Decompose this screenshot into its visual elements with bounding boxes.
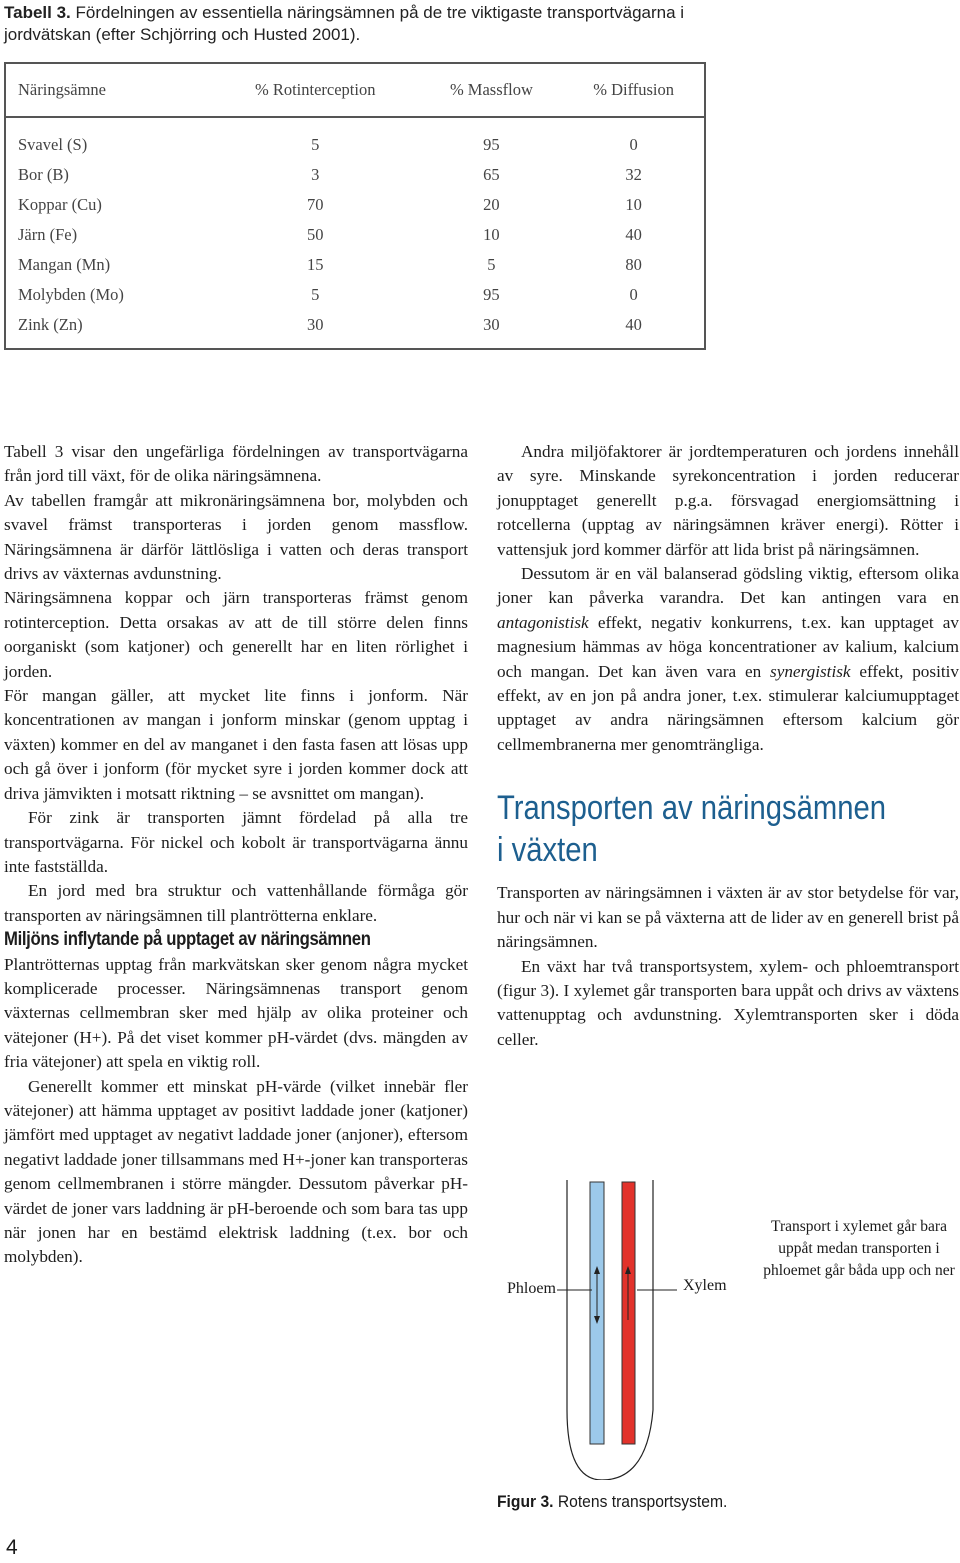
table-header-row xyxy=(5,63,705,117)
table-row xyxy=(5,250,705,280)
table-cell: 30 xyxy=(306,315,324,334)
paragraph: Transporten av näringsämnen i växten är av stor betydelse för var, hur och när vi kan se på växterna att de lider av en generell brist på näringsämnen. xyxy=(497,883,959,952)
root-outline xyxy=(567,1180,653,1480)
table-cell: 0 xyxy=(629,135,638,154)
table-cell: 10 xyxy=(483,225,500,244)
root-transport-figure xyxy=(497,1180,957,1480)
paragraph: En växt har två transportsystem, xylem- och phloemtransport (figur 3). I xylemet går transporten bara uppåt och drivs av växtens vattenupptag och avdunstning. Xylemtransporten sker i döda celler. xyxy=(497,956,959,1049)
table-cell: 30 xyxy=(483,315,500,334)
left-column xyxy=(4,440,468,1270)
text-run: effekt, negativ konkurrens, t.ex. kan upptaget av magnesium hämmas av höga koncentrationer av kalium, kalcium och mangan. Det kan även vara en xyxy=(497,612,959,681)
header-diffusion: % Diffusion xyxy=(563,63,705,117)
paragraph: För zink är transporten jämnt fördelad på alla tre transportvägarna. För nickel och kobolt är transportvägarna ännu inte fastställda. xyxy=(4,808,468,876)
table-cell: Mangan (Mn) xyxy=(18,255,111,274)
paragraph: En jord med bra struktur och vattenhållande förmåga gör transporten av näringsämnen till plantrötterna enklare. xyxy=(4,881,468,925)
table-caption xyxy=(4,2,724,46)
table-cell: 40 xyxy=(625,315,642,334)
table-cell: Molybden (Mo) xyxy=(18,285,124,304)
text-run: effekt, positiv effekt, av en jon på andra joner, t.ex. stimulerar kalciumupptaget upptaget av andra näringsämnen eftersom kalcium gör cellmembranerna mer genomträngliga. xyxy=(497,661,959,754)
section-subheading: Miljöns inflytande på upptaget av näringsämnen xyxy=(4,929,371,951)
table-row xyxy=(5,160,705,190)
table-row xyxy=(5,280,705,310)
table-cell: 50 xyxy=(306,225,324,244)
table-row xyxy=(5,190,705,220)
header-naringsamne: Näringsämne xyxy=(5,63,211,117)
table-cell: 20 xyxy=(483,195,500,214)
table-cell: Svavel (S) xyxy=(18,135,88,154)
table-caption-label: Tabell 3. xyxy=(4,3,71,22)
table-cell: 95 xyxy=(483,135,500,154)
header-rotinterception: % Rotinterception xyxy=(211,63,420,117)
table-cell: 32 xyxy=(625,165,642,184)
paragraph: Andra miljöfaktorer är jordtemperaturen och jordens innehåll av syre. Minskande syrekoncentration i jorden reducerar jonupptaget generellt p.g.a. försvagad energiomsättning i rotcellerna (upptag av näringsämnen kräver energi). Rötter i vattensjuk jord kommer därför att lida brist på näringsämnen. xyxy=(497,442,959,559)
page-number: 4 xyxy=(6,1536,18,1559)
paragraph-ion-interaction xyxy=(497,562,959,757)
section-heading-line: Transporten av näringsämnen xyxy=(497,789,887,828)
paragraph: Av tabellen framgår att mikronäringsämnena bor, molybden och svavel främst transporteras i jorden genom massflow. Näringsämnena är därför lättlösliga i vatten och deras transport drivs av växternas avdunstning. xyxy=(4,490,468,584)
right-column xyxy=(497,440,959,1052)
figure-caption xyxy=(497,1492,727,1512)
table-cell: 95 xyxy=(483,285,500,304)
paragraph: Näringsämnena koppar och järn transporteras främst genom rotinterception. Detta orsakas av att de till större delen finns oorganiskt (som katjoner) och generellt har en liten rörlighet i jorden. xyxy=(4,588,468,681)
table-cell: 5 xyxy=(311,135,320,154)
table-cell: Koppar (Cu) xyxy=(18,195,102,214)
text-run: Dessutom är en väl balanserad gödsling viktig, eftersom olika joner kan påverka varandra. Det kan antingen vara en xyxy=(497,564,959,608)
table-row xyxy=(5,220,705,250)
table-caption-text: Fördelningen av essentiella näringsämnen på de tre viktigaste transportvägarna i jordvätskan (efter Schjörring och Husted 2001). xyxy=(4,3,685,44)
paragraph: För mangan gäller, att mycket lite finns i jonform. När koncentrationen av mangan i jonform minskar (genom upptag i växten) kommer en del av manganet i den fasta fasen att lösas upp och gå över i jonform (för mycket syre i jorden kommer dock att driva jämvikten i motsatt riktning – se avsnittet om mangan). xyxy=(4,686,468,803)
paragraph: Generellt kommer ett minskat pH-värde (vilket innebär fler vätejoner) att hämma upptaget av positivt laddade joner (katjoner) jämfört med upptaget av negativt laddade joner (anjoner), eftersom negativt laddade joner tillsammans med H+-joner kan transporteras genom cellmembranen i större mängder. Dessutom påverkar pH-värdet de joner vars laddning är pH-beroende och som bara tas upp när jonen har en bestämd elektrisk laddning (t.ex. bor och molybden). xyxy=(4,1076,468,1267)
table-cell: 10 xyxy=(625,195,642,214)
table-cell: 70 xyxy=(306,195,324,214)
figure-caption-label: Figur 3. xyxy=(497,1492,554,1511)
paragraph: Tabell 3 visar den ungefärliga fördelningen av transportvägarna från jord till växt, för de olika näringsämnena. xyxy=(4,442,468,486)
table-cell: 5 xyxy=(311,285,320,304)
phloem-label: Phloem xyxy=(507,1280,556,1297)
table-row xyxy=(5,310,705,349)
italic-term: antagonistisk xyxy=(497,612,589,632)
table-cell: 15 xyxy=(306,255,324,274)
figure-caption-text: Rotens transportsystem. xyxy=(553,1492,728,1511)
transport-note: Transport i xylemet går bara uppåt medan transporten i phloemet går båda upp och ner xyxy=(763,1218,955,1279)
table-cell: Bor (B) xyxy=(18,165,69,184)
table-cell: 65 xyxy=(483,165,500,184)
italic-term: synergistisk xyxy=(770,661,851,681)
xylem-label: Xylem xyxy=(683,1277,727,1294)
table-cell: 3 xyxy=(311,165,320,184)
paragraph: Plantrötternas upptag från markvätskan sker genom några mycket komplicerade processer. Näringsämnenas transport genom växternas cellmembran sker med hjälp av olika proteiner och vätejoner (H+). På det viset kommer pH-värdet (dvs. mängden av fria vätejoner) att spela en viktig roll. xyxy=(4,954,468,1072)
section-heading xyxy=(497,787,894,871)
table-cell: 40 xyxy=(625,225,642,244)
table-cell: 80 xyxy=(625,255,642,274)
table-cell: Järn (Fe) xyxy=(18,225,78,244)
header-massflow: % Massflow xyxy=(420,63,564,117)
table-cell: 0 xyxy=(629,285,638,304)
nutrient-table xyxy=(4,62,706,350)
table-row xyxy=(5,117,705,160)
table-cell: 5 xyxy=(487,255,496,274)
section-heading-line: i växten xyxy=(497,831,598,870)
table-cell: Zink (Zn) xyxy=(18,315,83,334)
